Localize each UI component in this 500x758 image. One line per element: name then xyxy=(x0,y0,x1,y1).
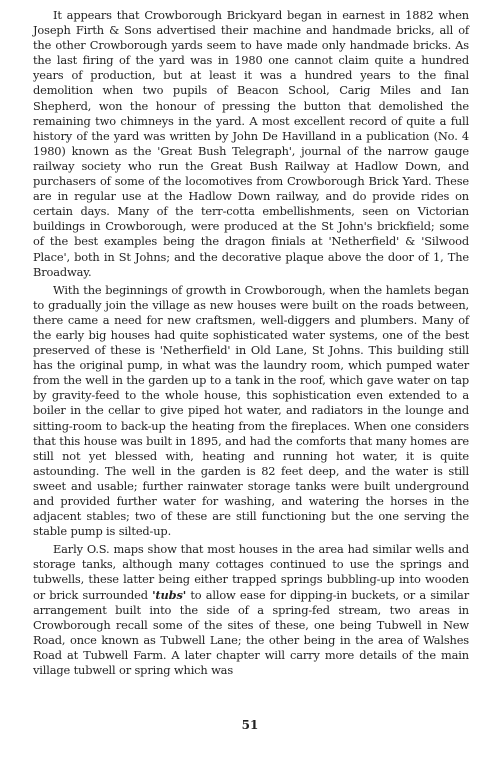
paragraph-brickyard: It appears that Crowborough Brickyard began in earnest in 1882 when Joseph Firth & Sons advertised their machine and handmade bricks, all of the other Crowborough yards seem to have made only handmade bricks. As the last firing of the yard was in 1980 one cannot claim quite a hundred years of production, but at least it was a hundred years to the final demolition when two pupils of Beacon School, Carig Miles and Ian Shepherd, won the honour of pressing the button that demolished the remaining two chimneys in the yard. A most excellent record of quite a full history of the yard was written by John De Havilland in a publication (No. 4 1980) known as the 'Great Bush Telegraph', journal of the narrow gauge railway society who run the Great Bush Railway at Hadlow Down, and purchasers of some of the locomotives from Crowborough Brick Yard. These are in regular use at the Hadlow Down railway, and do provide rides on certain days. Many of the terr-cotta embellishments, seen on Victorian buildings in Crowborough, were produced at the St John's brickfield; some of the best examples being the dragon finials at 'Netherfield' & 'Silwood Place', both in St Johns; and the decorative plaque above the door of 1, The Broadway. xyxy=(33,8,469,279)
page-body xyxy=(33,8,469,681)
emphasis-tubs: 'tubs' xyxy=(152,587,187,602)
paragraph-water-systems: With the beginnings of growth in Crowborough, when the hamlets began to gradually join the village as new houses were built on the roads between, there came a need for new craftsmen, well-diggers and plumbers. Many of the early big houses had quite sophisticated water systems, one of the best preserved of these is 'Netherfield' in Old Lane, St Johns. This building still has the original pump, in what was the laundry room, which pumped water from the well in the garden up to a tank in the roof, which gave water on tap by gravity-feed to the whole house, this sophistication even extended to a boiler in the cellar to give piped hot water, and radiators in the lounge and sitting-room to back-up the heating from the fireplaces. When one considers that this house was built in 1895, and had the comforts that many homes are still not yet blessed with, heating and running hot water, it is quite astounding. The well in the garden is 82 feet deep, and the water is still sweet and usable; further rainwater storage tanks were built underground and provided further water for washing, and watering the horses in the adjacent stables; two of these are still functioning but the one serving the stable pump is silted-up. xyxy=(33,282,469,539)
paragraph-text-after: to allow ease for dipping-in buckets, or a similar arrangement built into the side of a spring-fed stream, two areas in Crowborough recall some of the sites of these, one being Tubwell in New Road, once known as Tubwell Lane; the other being in the area of Walshes Road at Tubwell Farm. A later chapter will carry more details of the main village tubwell or spring which was xyxy=(33,587,469,678)
page-number: 51 xyxy=(241,718,259,732)
paragraph-text-before: Early O.S. maps show that most houses in the area had similar wells and storage tanks, although many cottages continued to use the springs and tubwells, these latter being either trapped springs bubbling-up into wooden or brick surrounded xyxy=(33,542,469,602)
paragraph-wells-tubwells xyxy=(33,542,469,678)
